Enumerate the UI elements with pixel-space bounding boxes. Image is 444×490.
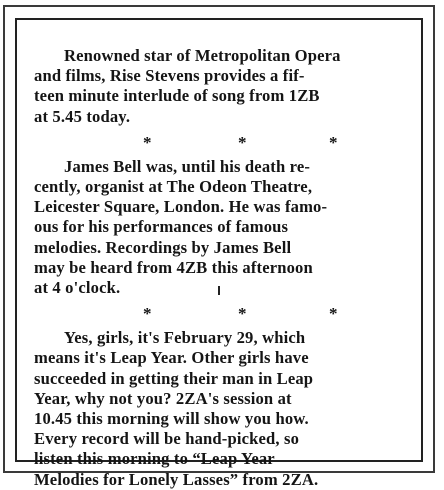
separator-star: * xyxy=(143,132,152,152)
text-line: melodies. Recordings by James Bell xyxy=(34,237,292,257)
separator-stars xyxy=(34,298,424,328)
separator-star: * xyxy=(329,132,338,152)
text-line: Melodies for Lonely Lasses” from 2ZA. xyxy=(34,469,319,489)
article-body xyxy=(34,46,424,490)
separator-stars xyxy=(34,127,424,157)
text-line: Yes, girls, it's February 29, which xyxy=(64,328,306,348)
paragraph-james-bell xyxy=(34,157,424,298)
paragraph-rise-stevens xyxy=(34,46,424,127)
text-line: James Bell was, until his death re- xyxy=(64,156,311,176)
text-line: 10.45 this morning will show you how. xyxy=(34,409,309,429)
text-line: cently, organist at The Odeon Theatre, xyxy=(34,177,313,197)
separator-star: * xyxy=(238,304,247,324)
text-line: Renowned star of Metropolitan Opera xyxy=(64,46,341,65)
text-line: ous for his performances of famous xyxy=(34,217,289,237)
print-mark xyxy=(218,286,220,295)
inner-border xyxy=(15,18,423,489)
text-line: Leicester Square, London. He was famo- xyxy=(34,197,328,217)
text-line: Every record will be hand-picked, so xyxy=(34,429,300,449)
text-line: at 5.45 today. xyxy=(34,106,131,126)
text-line: and films, Rise Stevens provides a fif- xyxy=(34,66,305,86)
separator-star: * xyxy=(143,304,152,324)
text-line: listen this morning to “Leap Year xyxy=(34,449,275,469)
separator-star: * xyxy=(329,304,338,324)
text-line: succeeded in getting their man in Leap xyxy=(34,368,314,388)
text-line: at 4 o'clock. xyxy=(34,278,121,298)
text-line: may be heard from 4ZB this afternoon xyxy=(34,257,313,277)
separator-star: * xyxy=(238,132,247,152)
text-line: Year, why not you? 2ZA's session at xyxy=(34,388,292,408)
paragraph-leap-year xyxy=(34,328,424,490)
text-line: teen minute interlude of song from 1ZB xyxy=(34,86,320,106)
text-line: means it's Leap Year. Other girls have xyxy=(34,348,309,368)
